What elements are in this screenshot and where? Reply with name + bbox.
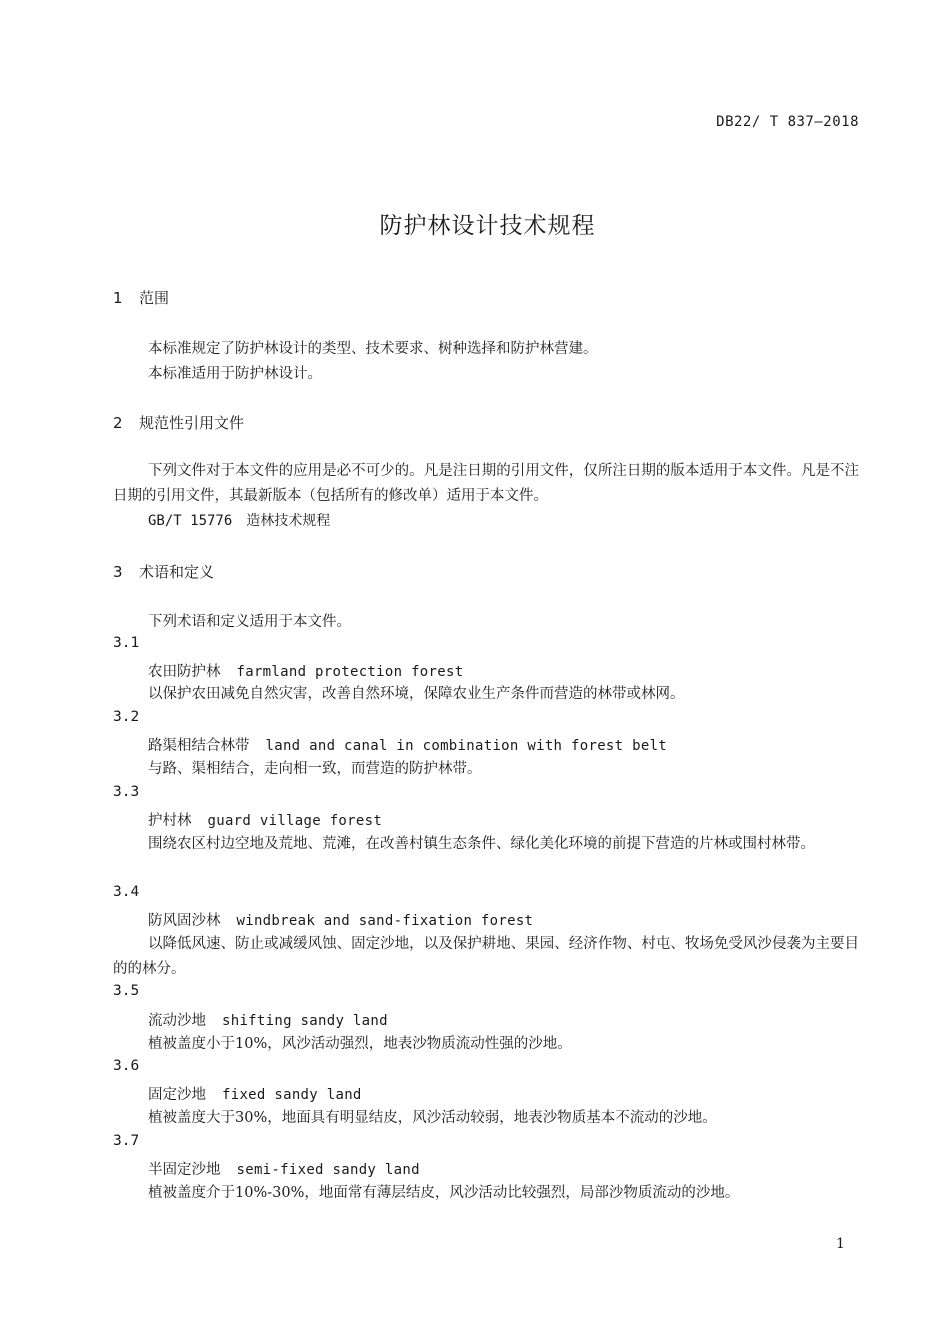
term-definition: 植被盖度介于10%-30%，地面常有薄层结皮，风沙活动比较强烈，局部沙物质流动的沙地。 <box>148 1185 740 1201</box>
scope-line: 本标准规定了防护林设计的类型、技术要求、树种选择和防护林营建。 <box>148 341 598 357</box>
section-number: 2 <box>113 414 123 432</box>
term-definition: 与路、渠相结合，走向相一致，而营造的防护林带。 <box>148 761 482 777</box>
term-zh: 护村林 <box>148 813 192 829</box>
term-definition: 植被盖度小于10%，风沙活动强烈，地表沙物质流动性强的沙地。 <box>148 1036 572 1052</box>
term-entry <box>148 734 667 755</box>
page-title: 防护林设计技术规程 <box>379 213 596 239</box>
term-en: farmland protection forest <box>236 664 464 680</box>
clause-number: 3.5 <box>113 983 140 999</box>
term-en: fixed sandy land <box>222 1087 362 1103</box>
clause-number: 3.2 <box>113 709 140 725</box>
term-zh: 固定沙地 <box>148 1087 206 1103</box>
term-en: guard village forest <box>207 813 383 829</box>
term-en: shifting sandy land <box>222 1013 388 1029</box>
section-number: 3 <box>113 563 123 581</box>
reference-item: GB/T 15776 造林技术规程 <box>148 513 331 529</box>
term-entry <box>148 1158 420 1179</box>
references-intro: 下列文件对于本文件的应用是必不可少的。凡是注日期的引用文件，仅所注日期的版本适用于本文件。凡是不注日期的引用文件，其最新版本（包括所有的修改单）适用于本文件。 <box>113 463 859 504</box>
clause-number: 3.7 <box>113 1133 140 1149</box>
term-definition: 植被盖度大于30%，地面具有明显结皮，风沙活动较弱，地表沙物质基本不流动的沙地。 <box>148 1110 717 1126</box>
section-heading-references <box>113 412 244 433</box>
terms-intro: 下列术语和定义适用于本文件。 <box>148 614 351 630</box>
page-number: 1 <box>836 1236 845 1252</box>
term-definition: 以降低风速、防止或减缓风蚀、固定沙地，以及保护耕地、果园、经济作物、村屯、牧场免受风沙侵袭为主要目的的林分。 <box>113 936 859 977</box>
section-number: 1 <box>113 289 123 307</box>
clause-number: 3.4 <box>113 884 140 900</box>
clause-number: 3.1 <box>113 635 140 651</box>
term-en: land and canal in combination with forest belt <box>265 738 668 754</box>
term-entry <box>148 660 463 681</box>
term-definition: 以保护农田减免自然灾害，改善自然环境，保障农业生产条件而营造的林带或林网。 <box>148 686 685 702</box>
term-zh: 半固定沙地 <box>148 1162 221 1178</box>
term-zh: 流动沙地 <box>148 1013 206 1029</box>
term-en: semi-fixed sandy land <box>236 1162 420 1178</box>
term-zh: 农田防护林 <box>148 664 221 680</box>
term-zh: 防风固沙林 <box>148 913 221 929</box>
term-en: windbreak and sand-fixation forest <box>236 913 534 929</box>
section-heading-terms <box>113 561 214 582</box>
term-zh: 路渠相结合林带 <box>148 738 250 754</box>
section-title: 规范性引用文件 <box>139 414 245 432</box>
section-heading-scope <box>113 287 169 308</box>
scope-line: 本标准适用于防护林设计。 <box>148 366 322 382</box>
term-entry <box>148 1009 388 1030</box>
term-entry <box>148 1083 362 1104</box>
document-code: DB22/ T 837—2018 <box>716 114 859 130</box>
term-definition: 围绕农区村边空地及荒地、荒滩，在改善村镇生态条件、绿化美化环境的前提下营造的片林或围村林带。 <box>148 836 815 852</box>
section-title: 术语和定义 <box>139 563 215 581</box>
clause-number: 3.6 <box>113 1058 140 1074</box>
term-entry <box>148 809 382 830</box>
clause-number: 3.3 <box>113 784 140 800</box>
section-title: 范围 <box>139 289 170 307</box>
term-entry <box>148 909 533 930</box>
